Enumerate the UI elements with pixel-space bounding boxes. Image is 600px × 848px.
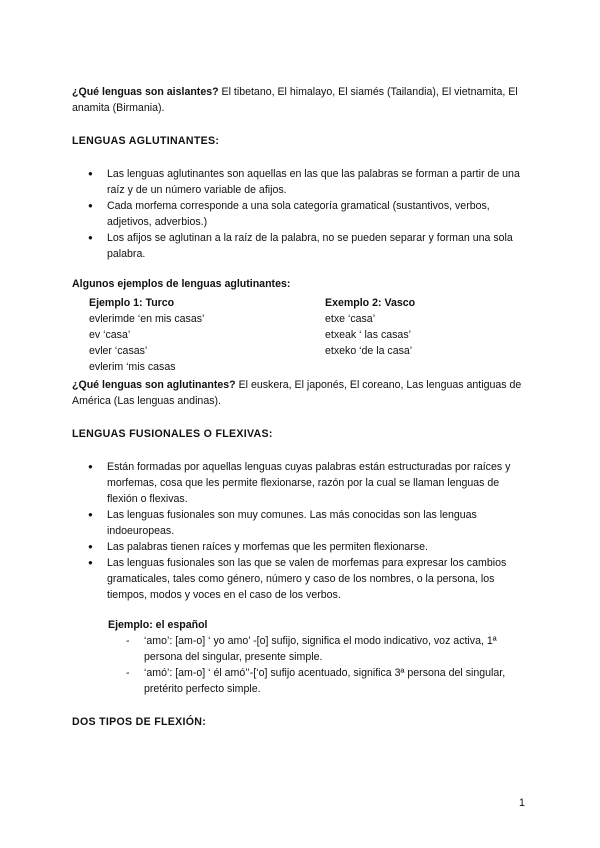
list-item: - ‘amó’: [am-o] ‘ él amó’’-[‘o] sufijo acentuado, significa 3ª persona del singular, pretérito perfecto simple. [72, 665, 526, 697]
aglutinantes-question: ¿Qué lenguas son aglutinantes? [72, 379, 236, 391]
list-item: ● Están formadas por aquellas lenguas cuyas palabras están estructuradas por raíces y morfemas, cosa que les permite flexionarse, razón por la cual se llaman lenguas de flexión o flexivas. [72, 459, 528, 507]
list-item: ● Las lenguas fusionales son muy comunes. Las más conocidas son las lenguas indoeuropeas. [72, 507, 528, 539]
list-item: ● Las palabras tienen raíces y morfemas que les permiten flexionarse. [72, 539, 528, 555]
examples-heading-text: Algunos ejemplos de lenguas aglutinantes: [72, 278, 291, 290]
aislantes-answer: El tibetano, El himalayo, El siamés (Tailandia), El vietnamita, El anamita (Birmania). [72, 86, 518, 114]
example-line: evlerimde ‘en mis casas’ [89, 313, 205, 325]
aislantes-question: ¿Qué lenguas son aislantes? [72, 86, 219, 98]
example-line: etxeko ‘de la casa’ [325, 345, 413, 357]
dos-tipos-heading: DOS TIPOS DE FLEXIÓN: [72, 716, 207, 728]
fusionales-bullet-list [72, 459, 532, 603]
list-item: ● Cada morfema corresponde a una sola categoría gramatical (sustantivos, verbos, adjetivos, adverbios.) [72, 198, 524, 230]
aglutinantes-heading: LENGUAS AGLUTINANTES: [72, 135, 220, 147]
fusionales-example-heading-text: Ejemplo: el español [108, 619, 208, 631]
fusionales-heading: LENGUAS FUSIONALES O FLEXIVAS: [72, 428, 273, 440]
example-line: ev ‘casa’ [89, 329, 131, 341]
example-line: etxeak ‘ las casas’ [325, 329, 411, 341]
list-item: - ‘amo’: [am-o] ‘ yo amo’ -[o] sufijo, significa el modo indicativo, voz activa, 1ª persona del singular, presente simple. [72, 633, 526, 665]
list-item: ● Las lenguas aglutinantes son aquellas en las que las palabras se forman a partir de una raíz y de un número variable de afijos. [72, 166, 524, 198]
aglutinantes-paragraph [72, 377, 532, 409]
examples-columns [72, 295, 532, 375]
fusionales-example-list [72, 633, 532, 697]
list-item: ● Los afijos se aglutinan a la raíz de la palabra, no se pueden separar y forman una sola palabra. [72, 230, 524, 262]
list-item: ● Las lenguas fusionales son las que se valen de morfemas para expresar los cambios gramaticales, tales como género, número y caso de los nombres, o la persona, los tiempos, modos y voces en el caso de los verbos. [72, 555, 528, 603]
example-line: evler ‘casas’ [89, 345, 148, 357]
example-vasco [325, 295, 525, 375]
document-body [72, 84, 532, 730]
fusionales-example-heading [72, 617, 532, 633]
example-turco-title: Ejemplo 1: Turco [89, 297, 175, 309]
example-line: etxe ‘casa’ [325, 313, 376, 325]
example-vasco-title: Exemplo 2: Vasco [325, 297, 416, 309]
examples-heading [72, 276, 532, 292]
example-line: evlerim ‘mis casas [89, 361, 176, 373]
aislantes-paragraph [72, 84, 532, 116]
aglutinantes-bullet-list [72, 166, 532, 262]
page-number: 1 [519, 797, 525, 809]
example-turco [89, 295, 325, 375]
aglutinantes-answer: El euskera, El japonés, El coreano, Las lenguas antiguas de América (Las lenguas andinas). [72, 379, 522, 407]
